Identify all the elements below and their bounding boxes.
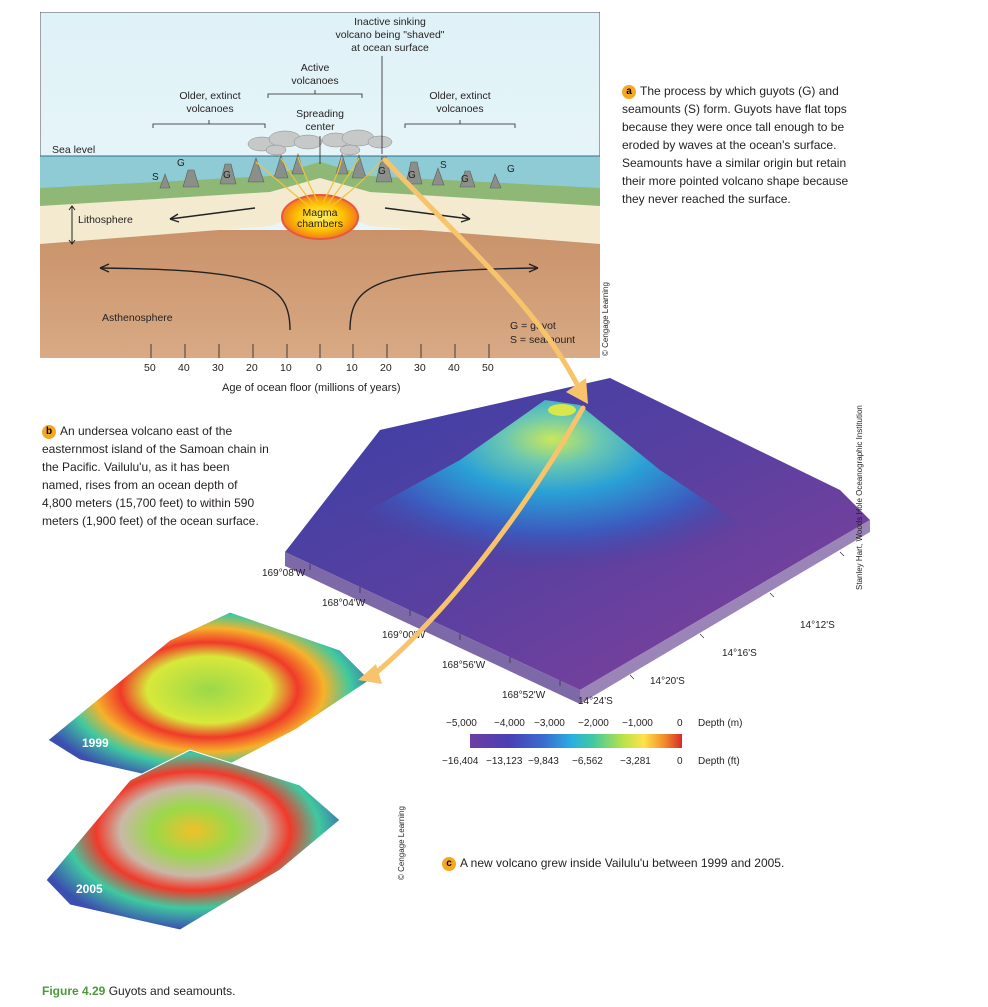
credit-b: Stanley Hart, Woods Hole Oceanographic Institution	[855, 405, 864, 590]
depth-m-tick: −3,000	[534, 718, 565, 729]
caption-b-badge: b	[42, 425, 56, 439]
credit-c: © Cengage Learning	[397, 806, 406, 880]
depth-m-tick: 0	[677, 718, 683, 729]
tick-label: 50	[144, 362, 156, 374]
asthenosphere-label: Asthenosphere	[102, 312, 173, 324]
older-volcanoes-right-label: Older, extinct volcanoes	[429, 90, 491, 115]
spreading-center-label: Spreading center	[296, 108, 344, 133]
tick-label: 0	[316, 362, 322, 374]
depth-ft-tick: −6,562	[572, 756, 603, 767]
lon-label: 169°08'W	[262, 568, 306, 579]
depth-ft-label: Depth (ft)	[698, 756, 740, 767]
depth-ft-tick: −9,843	[528, 756, 559, 767]
caption-a-text: The process by which guyots (G) and seamounts (S) form. Guyots have flat tops because they were once tall enough to be eroded by waves at the ocean's surface. Seamounts have a similar origin but retain their more pointed volcano shape because they never reached the surface.	[622, 84, 849, 206]
tick-label: 30	[414, 362, 426, 374]
lat-label: 14°20'S	[650, 676, 685, 687]
tick-label: 40	[448, 362, 460, 374]
caption-c-badge: c	[442, 857, 456, 871]
svg-text:G: G	[177, 158, 185, 169]
depth-ft-tick: −13,123	[486, 756, 523, 767]
tick-label: 30	[212, 362, 224, 374]
svg-text:G: G	[378, 166, 386, 177]
depth-m-tick: −4,000	[494, 718, 525, 729]
legend-seamount: S = seamount	[510, 334, 576, 346]
caption-b-text: An undersea volcano east of the easternmost island of the Samoan chain in the Pacific. Vailulu'u, as it has been named, rises from an ocean depth of 4,800 meters (15,700 feet) to within 590 meters (1,900 feet) of the ocean surface.	[42, 424, 269, 528]
depth-ft-tick: −3,281	[620, 756, 651, 767]
depth-ft-tick: 0	[677, 756, 683, 767]
svg-text:G: G	[461, 174, 469, 185]
inactive-volcano-label: Inactive sinking volcano being "shaved" at ocean surface	[335, 16, 445, 54]
year-1999: 1999	[82, 736, 109, 750]
tick-label: 20	[246, 362, 258, 374]
tick-label: 10	[280, 362, 292, 374]
lon-label: 169°00'W	[382, 630, 426, 641]
svg-text:S: S	[440, 160, 447, 171]
tick-label: 50	[482, 362, 494, 374]
figure-caption	[42, 984, 235, 998]
tick-label: 40	[178, 362, 190, 374]
depth-ft-tick: −16,404	[442, 756, 479, 767]
depth-m-label: Depth (m)	[698, 718, 743, 729]
caption-a-badge: a	[622, 85, 636, 99]
figure-label: Figure 4.29	[42, 984, 106, 998]
lat-label: 14°24'S	[578, 696, 613, 707]
active-volcanoes-label: Active volcanoes	[291, 62, 339, 87]
depth-m-tick: −1,000	[622, 718, 653, 729]
lithosphere-label: Lithosphere	[78, 214, 133, 226]
lon-label: 168°56'W	[442, 660, 486, 671]
figure-title: Guyots and seamounts.	[108, 984, 236, 998]
sea-level-label: Sea level	[52, 144, 96, 156]
svg-text:S: S	[152, 172, 159, 183]
lat-label: 14°12'S	[800, 620, 835, 631]
lon-label: 168°04'W	[322, 598, 366, 609]
tick-label: 20	[380, 362, 392, 374]
depth-m-tick: −5,000	[446, 718, 477, 729]
depth-m-tick: −2,000	[578, 718, 609, 729]
lon-label: 168°52'W	[502, 690, 546, 701]
older-volcanoes-left-label: Older, extinct volcanoes	[179, 90, 241, 115]
caption-c-text: A new volcano grew inside Vailulu'u between 1999 and 2005.	[460, 856, 785, 870]
svg-text:G: G	[507, 164, 515, 175]
magma-chambers-label: Magma chambers	[296, 207, 344, 230]
credit-a: © Cengage Learning	[601, 282, 610, 356]
tick-label: 10	[346, 362, 358, 374]
year-2005: 2005	[76, 882, 103, 896]
legend-guyot: G = guyot	[510, 320, 556, 332]
axis-label: Age of ocean floor (millions of years)	[222, 382, 401, 394]
svg-text:G: G	[408, 170, 416, 181]
svg-text:G: G	[223, 170, 231, 181]
lat-label: 14°16'S	[722, 648, 757, 659]
